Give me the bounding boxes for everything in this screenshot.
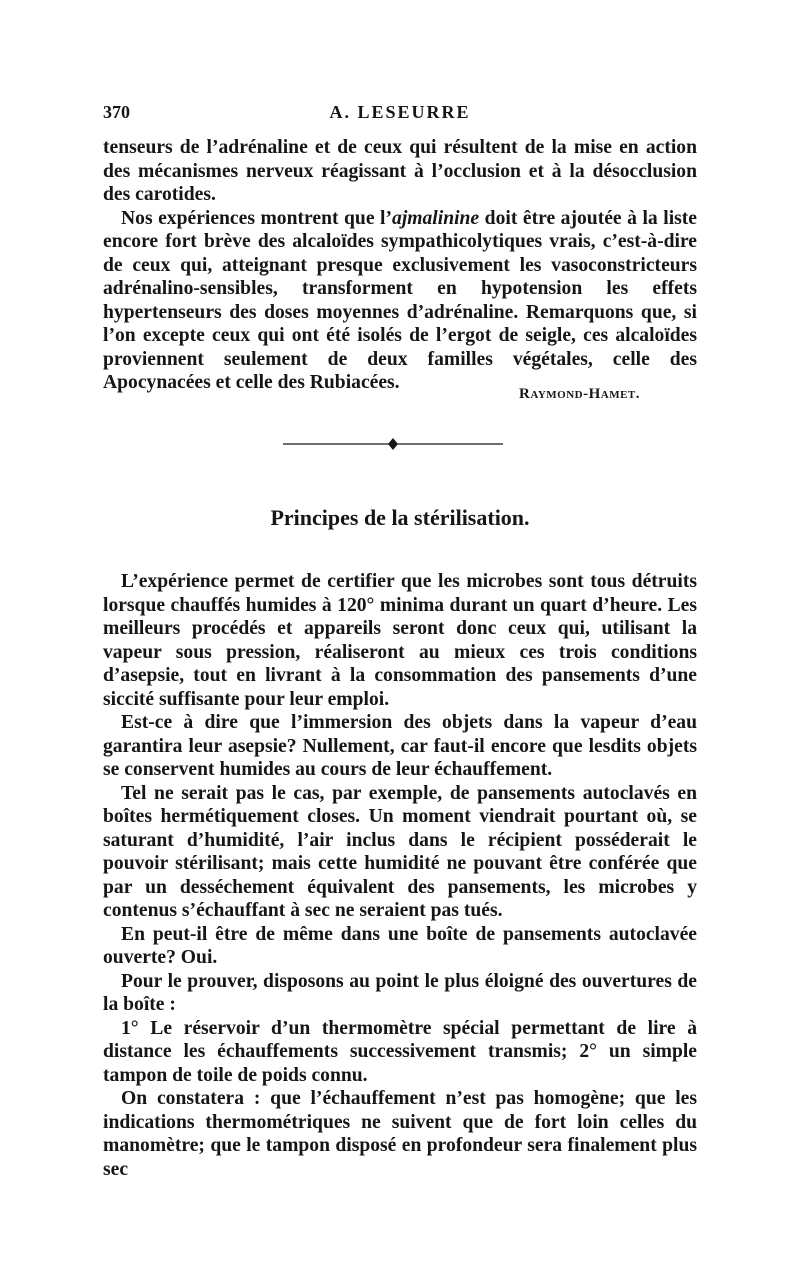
paragraph: En peut-il être de même dans une boîte de pansements autoclavée ouverte? Oui. (103, 923, 697, 968)
italic-term: ajmalinine (392, 207, 480, 229)
author-signature: Raymond-Hamet. (519, 386, 640, 402)
section-title: Principes de la stérilisation. (270, 505, 530, 530)
paragraph: 1° Le réservoir d’un thermomètre spécial permettant de lire à distance les échauffements successivement transmis; 2° un simple tampon de toile de poids connu. (103, 1017, 697, 1086)
paragraph-text: doit être ajoutée à la liste encore fort brève des alcaloïdes sympathicolytiques vrais, c’est-à-dire de ceux qui, atteignant presque exclusivement les vasoconstricteurs adrénalino-sensibles, transforment en hypotension les effets hypertenseurs des doses moyennes d’adrénaline. Remarquons que, si l’on excepte ceux qui ont été isolés de l’ergot de seigle, ces alcaloïdes proviennent seulement de deux familles végétales, celle des Apocynacées et celle des Rubiacées. (103, 207, 697, 393)
paragraph: Pour le prouver, disposons au point le plus éloigné des ouvertures de la boîte : (103, 970, 697, 1015)
section-separator (283, 432, 503, 456)
page-header (103, 102, 697, 126)
diamond-ornament (388, 438, 398, 450)
paragraph: Est-ce à dire que l’immersion des objets dans la vapeur d’eau garantira leur asepsie? Nullement, car faut-il encore que lesdits objets se conservent humides au cours de leur échauffement. (103, 712, 697, 780)
paragraph (103, 207, 697, 395)
paragraph: On constatera : que l’échauffement n’est pas homogène; que les indications thermométriques ne suivent que de fort loin celles du manomètre; que le tampon disposé en profondeur sera finalement plus sec (103, 1088, 697, 1180)
running-title: A. LESEURRE (329, 102, 471, 122)
paragraph: L’expérience permet de certifier que les microbes sont tous détruits lorsque chauffés humides à 120° minima durant un quart d’heure. Les meilleurs procédés et appareils seront donc ceux qui, utilisant la vapeur sous pression, réaliseront au mieux ces trois conditions d’asepsie, tout en livrant à la consommation des pansements d’une siccité suffisante pour leur emploi. (103, 571, 697, 710)
paragraph-text: Nos expériences montrent que l’ (121, 207, 393, 229)
article-1-body (103, 136, 697, 395)
paragraph: Tel ne serait pas le cas, par exemple, de pansements autoclavés en boîtes hermétiquement closes. Un moment viendrait pourtant où, se saturant d’humidité, l’air inclus dans le récipient posséderait le pouvoir stérilisant; mais cette humidité ne pouvant être conférée que par un desséchement équivalent des pansements, les microbes y contenus s’échauffant à sec ne seraient pas tués. (103, 782, 697, 921)
article-2-body (103, 570, 697, 1181)
page-number: 370 (103, 102, 130, 122)
paragraph: tenseurs de l’adrénaline et de ceux qui résultent de la mise en action des mécanismes nerveux réagissant à l’occlusion et à la désocclusion des carotides. (103, 137, 697, 205)
